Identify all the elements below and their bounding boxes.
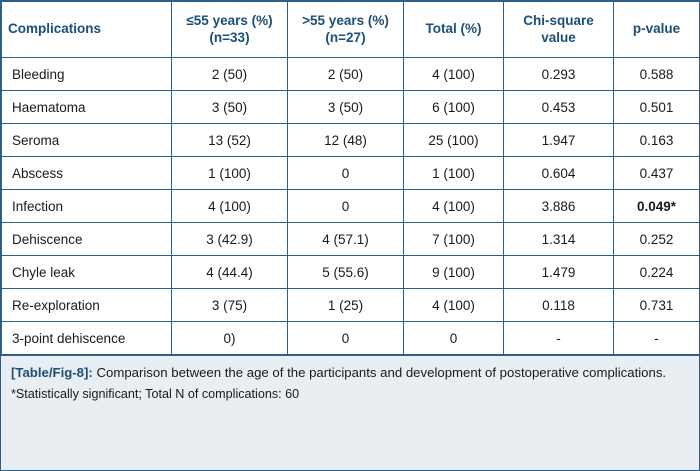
column-header-p-value: p-value: [614, 2, 700, 58]
table-row: [2, 58, 700, 91]
cell-p-value: 0.163: [614, 124, 700, 157]
cell-total: 7 (100): [404, 223, 504, 256]
row-label: Abscess: [2, 157, 172, 190]
cell-p-value: 0.588: [614, 58, 700, 91]
row-label: Bleeding: [2, 58, 172, 91]
table-caption: [1, 355, 699, 470]
cell-total: 9 (100): [404, 256, 504, 289]
column-header-complications: Complications: [2, 2, 172, 58]
row-label: Seroma: [2, 124, 172, 157]
row-label: Dehiscence: [2, 223, 172, 256]
column-header-total: Total (%): [404, 2, 504, 58]
cell-chi-square: 3.886: [504, 190, 614, 223]
column-header-chi-square: Chi-square value: [504, 2, 614, 58]
table-row: [2, 256, 700, 289]
cell-older: 1 (25): [288, 289, 404, 322]
cell-older: 0: [288, 322, 404, 355]
caption-description: Comparison between the age of the participants and development of postoperative complications.: [92, 365, 667, 380]
cell-older: 0: [288, 157, 404, 190]
cell-older: 4 (57.1): [288, 223, 404, 256]
cell-total: 0: [404, 322, 504, 355]
cell-younger: 2 (50): [172, 58, 288, 91]
cell-p-value: 0.049*: [614, 190, 700, 223]
row-label: 3-point dehiscence: [2, 322, 172, 355]
cell-total: 6 (100): [404, 91, 504, 124]
cell-total: 25 (100): [404, 124, 504, 157]
cell-older: 3 (50): [288, 91, 404, 124]
caption-text-line: [11, 364, 689, 382]
cell-chi-square: 1.314: [504, 223, 614, 256]
row-label: Re-exploration: [2, 289, 172, 322]
table-row: [2, 289, 700, 322]
cell-older: 12 (48): [288, 124, 404, 157]
cell-older: 2 (50): [288, 58, 404, 91]
table-header-row: [2, 2, 700, 58]
cell-p-value: 0.252: [614, 223, 700, 256]
table-row: [2, 190, 700, 223]
cell-older: 0: [288, 190, 404, 223]
cell-chi-square: -: [504, 322, 614, 355]
cell-younger: 4 (44.4): [172, 256, 288, 289]
table-row: [2, 157, 700, 190]
table-body: [2, 58, 700, 355]
table-row: [2, 124, 700, 157]
cell-chi-square: 0.293: [504, 58, 614, 91]
cell-chi-square: 0.453: [504, 91, 614, 124]
cell-chi-square: 1.947: [504, 124, 614, 157]
cell-younger: 4 (100): [172, 190, 288, 223]
cell-total: 4 (100): [404, 289, 504, 322]
cell-p-value: -: [614, 322, 700, 355]
row-label: Chyle leak: [2, 256, 172, 289]
cell-chi-square: 1.479: [504, 256, 614, 289]
caption-footnote: *Statistically significant; Total N of complications: 60: [11, 386, 300, 401]
cell-p-value: 0.501: [614, 91, 700, 124]
table-row: [2, 223, 700, 256]
cell-younger: 3 (50): [172, 91, 288, 124]
cell-p-value: 0.224: [614, 256, 700, 289]
row-label: Haematoma: [2, 91, 172, 124]
table-header: [2, 2, 700, 58]
row-label: Infection: [2, 190, 172, 223]
column-header-older: >55 years (%) (n=27): [288, 2, 404, 58]
cell-younger: 13 (52): [172, 124, 288, 157]
cell-total: 1 (100): [404, 157, 504, 190]
cell-chi-square: 0.604: [504, 157, 614, 190]
cell-p-value: 0.731: [614, 289, 700, 322]
cell-younger: 3 (75): [172, 289, 288, 322]
caption-figure-tag: [Table/Fig-8]:: [11, 365, 93, 380]
cell-chi-square: 0.118: [504, 289, 614, 322]
cell-younger: 1 (100): [172, 157, 288, 190]
cell-total: 4 (100): [404, 58, 504, 91]
cell-older: 5 (55.6): [288, 256, 404, 289]
column-header-younger: ≤55 years (%) (n=33): [172, 2, 288, 58]
complications-table: [1, 1, 700, 355]
cell-p-value: 0.437: [614, 157, 700, 190]
cell-younger: 0): [172, 322, 288, 355]
cell-younger: 3 (42.9): [172, 223, 288, 256]
table-row: [2, 322, 700, 355]
table-row: [2, 91, 700, 124]
cell-total: 4 (100): [404, 190, 504, 223]
